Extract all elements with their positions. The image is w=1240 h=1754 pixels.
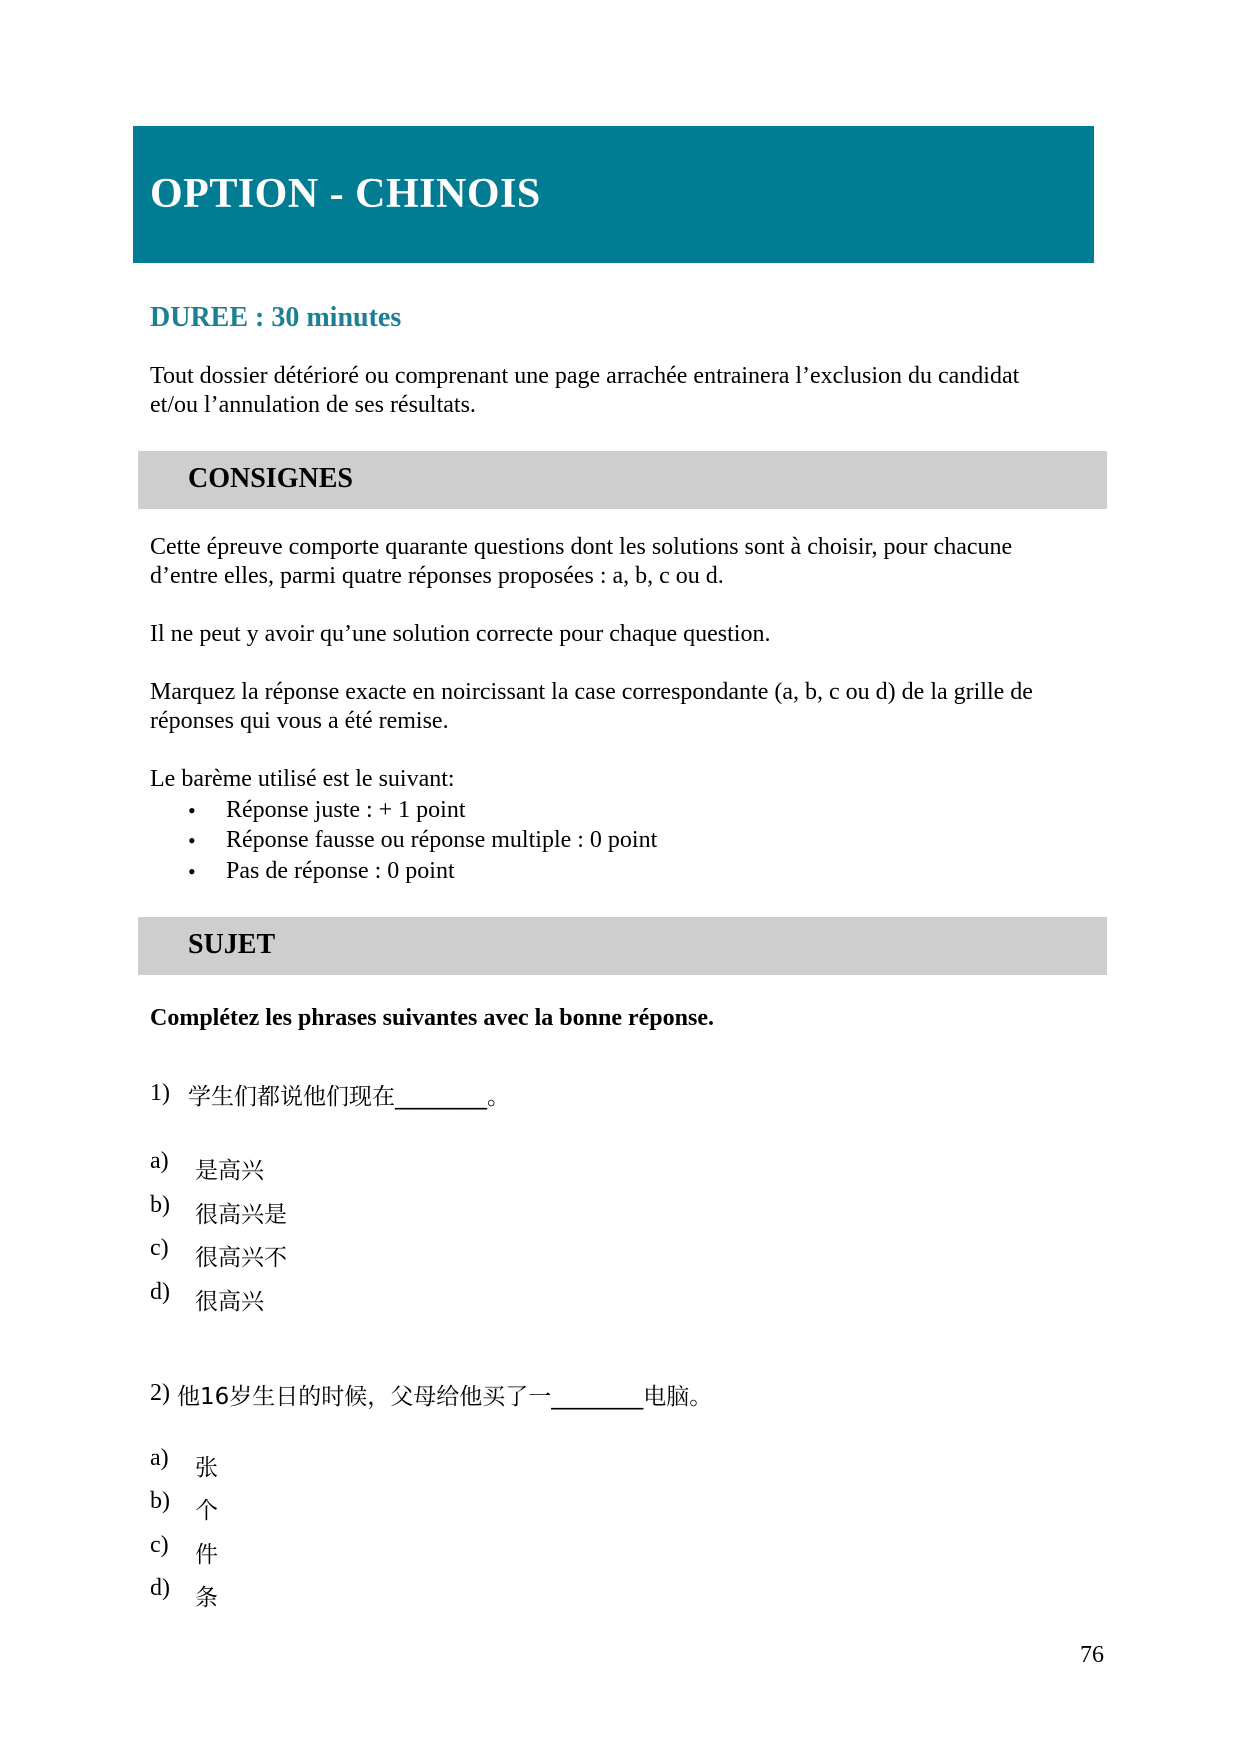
option-letter: c) (150, 1532, 169, 1558)
option-letter: d) (150, 1279, 170, 1305)
option-text: 张 (195, 1455, 218, 1481)
warning-line-2: et/ou l’annulation de ses résultats. (150, 392, 476, 418)
consignes-p1-line-1: Cette épreuve comporte quarante questions dont les solutions sont à choisir, pour chacune (150, 534, 1013, 560)
consignes-p2: Il ne peut y avoir qu’une solution correcte pour chaque question. (150, 621, 771, 647)
option-text: 是高兴 (195, 1158, 264, 1184)
option-letter: c) (150, 1235, 169, 1261)
consignes-p1-line-2: d’entre elles, parmi quatre réponses proposées : a, b, c ou d. (150, 563, 724, 589)
warning-line-1: Tout dossier détérioré ou comprenant une page arrachée entrainera l’exclusion du candidat (150, 363, 1020, 389)
consignes-heading: CONSIGNES (188, 463, 353, 494)
consignes-p3-line-1: Marquez la réponse exacte en noircissant la case correspondante (a, b, c ou d) de la grille de (150, 679, 1033, 705)
sujet-instruction: Complétez les phrases suivantes avec la bonne réponse. (150, 1005, 714, 1031)
duration: DUREE : 30 minutes (150, 302, 402, 333)
option-text: 很高兴 (195, 1289, 264, 1315)
option-letter: a) (150, 1148, 169, 1174)
page-title: OPTION - CHINOIS (150, 171, 541, 217)
sujet-bar (138, 917, 1107, 975)
bullet-icon: • (188, 798, 196, 823)
page-number: 76 (1080, 1642, 1104, 1668)
bareme-item: Pas de réponse : 0 point (226, 858, 455, 884)
option-text: 个 (195, 1498, 218, 1524)
consignes-p3-line-2: réponses qui vous a été remise. (150, 708, 449, 734)
option-text: 件 (195, 1542, 218, 1568)
bareme-intro: Le barème utilisé est le suivant: (150, 766, 455, 792)
bullet-icon: • (188, 859, 196, 884)
bareme-item: Réponse juste : + 1 point (226, 797, 466, 823)
sujet-heading: SUJET (188, 929, 276, 960)
option-text: 很高兴不 (195, 1245, 287, 1271)
question-number: 2) (150, 1380, 170, 1406)
option-letter: a) (150, 1445, 169, 1471)
question-text: 学生们都说他们现在________。 (188, 1084, 510, 1110)
question-number: 1) (150, 1080, 170, 1106)
option-letter: b) (150, 1192, 170, 1218)
option-text: 条 (195, 1585, 218, 1611)
bullet-icon: • (188, 828, 196, 853)
option-text: 很高兴是 (195, 1202, 287, 1228)
question-text: 他16岁生日的时候，父母给他买了一________电脑。 (177, 1384, 713, 1410)
option-letter: b) (150, 1488, 170, 1514)
option-letter: d) (150, 1575, 170, 1601)
bareme-item: Réponse fausse ou réponse multiple : 0 point (226, 827, 658, 853)
